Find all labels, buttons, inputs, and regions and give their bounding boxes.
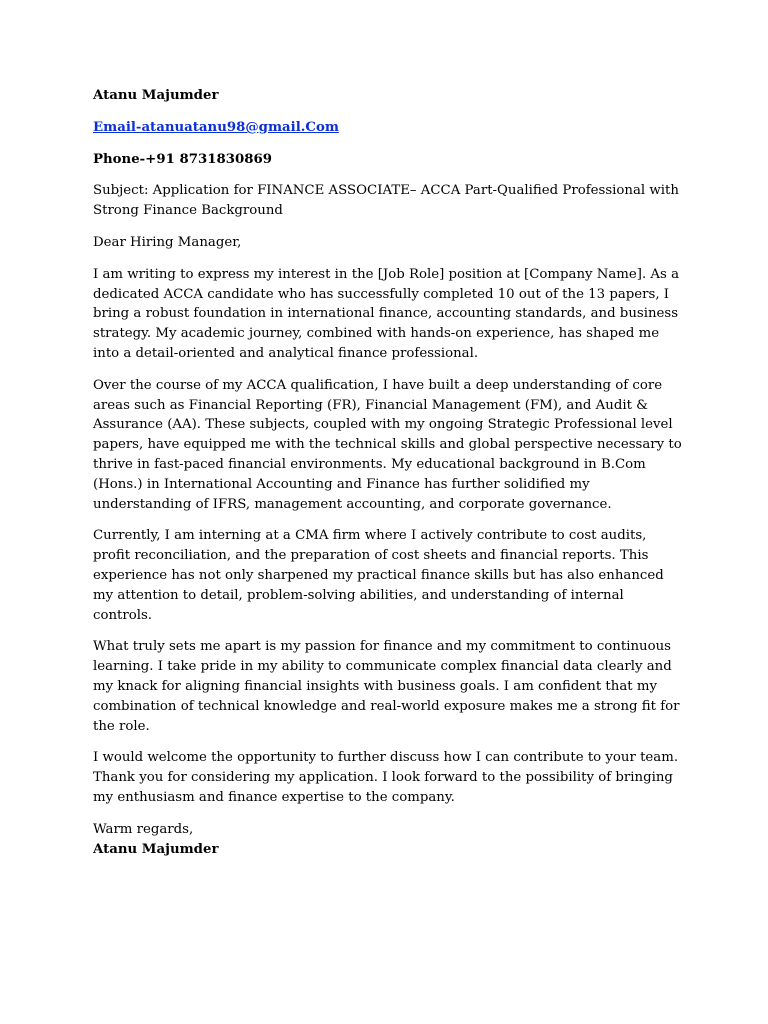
email-link[interactable]: Email-atanuatanu98@gmail.Com [93, 119, 339, 135]
sender-name: Atanu Majumder [93, 88, 219, 103]
sender-phone: Phone-+91 8731830869 [93, 151, 272, 167]
salutation: Dear Hiring Manager, [93, 234, 242, 250]
body-paragraph-intro: I am writing to express my interest in the [Job Role] position at [Company Name]. As a dedicated ACCA candidate who has successfully completed 10 out of the 13 papers, I bring a robust foundation in international finance, accounting standards, and business strategy. My academic journey, combined with hands-on experience, has shaped me into a detail-oriented and analytical finance professional. [93, 266, 680, 361]
body-paragraph-experience: Currently, I am interning at a CMA firm where I actively contribute to cost audits, profit reconciliation, and the preparation of cost sheets and financial reports. This experience has not only sharpened my practical finance skills but has also enhanced my attention to detail, problem-solving abilities, and understanding of internal controls. [93, 528, 664, 623]
sender-email-line [93, 118, 683, 138]
sign-off: Warm regards, [93, 821, 194, 837]
signature-name: Atanu Majumder [93, 841, 219, 857]
body-paragraph-qualification: Over the course of my ACCA qualification, I have built a deep understanding of core areas such as Financial Reporting (FR), Financial Management (FM), and Audit & Assurance (AA). These subjects, coupled with my ongoing Strategic Professional level papers, have equipped me with the technical skills and global perspective necessary to thrive in fast-paced financial environments. My educational background in B.Com (Hons.) in International Accounting and Finance has further solidified my understanding of IFRS, management accounting, and corporate governance. [93, 377, 682, 512]
cover-letter-page [93, 86, 683, 859]
body-paragraph-strengths: What truly sets me apart is my passion for finance and my commitment to continuous learning. I take pride in my ability to communicate complex financial data clearly and my knack for aligning financial insights with business goals. I am confident that my combination of technical knowledge and real-world exposure makes me a strong fit for the role. [93, 639, 680, 734]
subject-line: Subject: Application for FINANCE ASSOCIATE– ACCA Part-Qualified Professional with Strong Finance Background [93, 183, 679, 219]
body-paragraph-conclusion: I would welcome the opportunity to further discuss how I can contribute to your team. Thank you for considering my application. I look forward to the possibility of bringing my enthusiasm and finance expertise to the company. [93, 750, 679, 805]
